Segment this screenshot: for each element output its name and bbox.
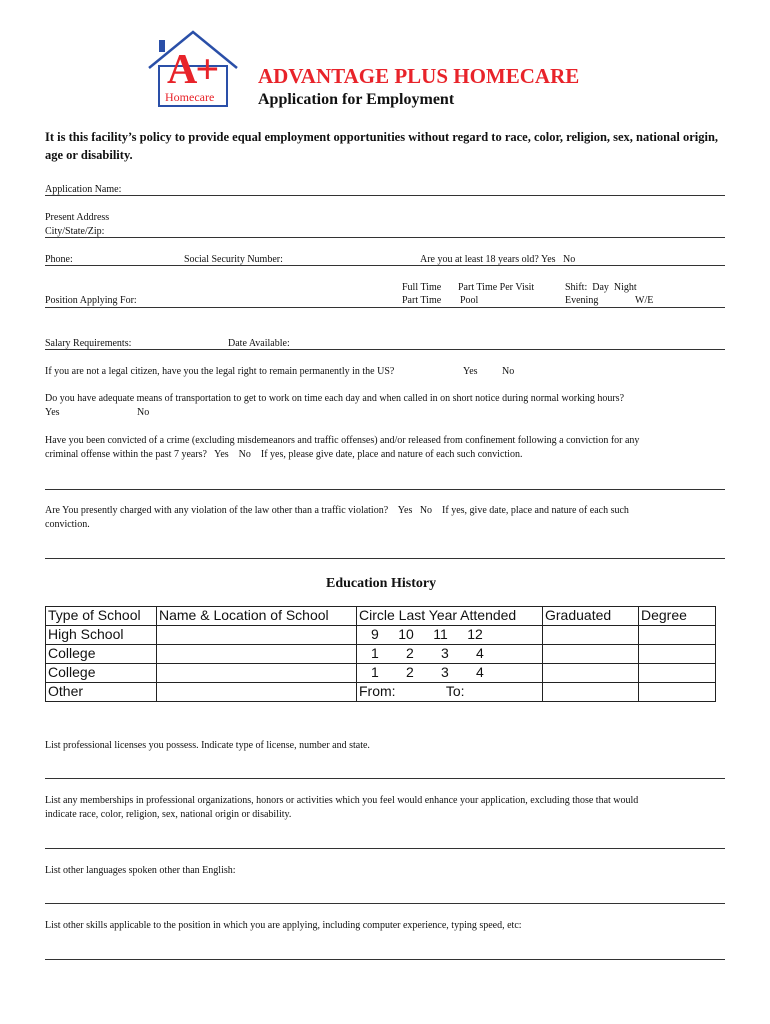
name-cell[interactable]	[157, 664, 357, 683]
name-cell[interactable]	[157, 626, 357, 645]
licenses-prompt: List professional licenses you possess. Indicate type of license, number and state.	[45, 740, 370, 751]
memberships-prompt-line-2: indicate race, color, religion, sex, national origin or disability.	[45, 809, 292, 820]
transport-yes[interactable]: Yes	[45, 407, 60, 418]
evening-option[interactable]: Evening	[565, 295, 599, 306]
skills-prompt: List other skills applicable to the position in which you are applying, including computer experience, typing speed, etc:	[45, 920, 522, 931]
graduated-cell[interactable]	[543, 683, 639, 702]
address-field[interactable]	[45, 237, 725, 238]
charged-question-line-1: Are You presently charged with any violation of the law other than a traffic violation? Yes No If yes, give date, place and nature of each such	[45, 505, 629, 516]
education-header-row	[46, 607, 716, 626]
transport-no[interactable]: No	[137, 407, 150, 418]
header-type: Type of School	[46, 607, 157, 626]
year-cell[interactable]: 1 2 3 4	[357, 664, 543, 683]
we-option[interactable]: W/E	[635, 295, 654, 306]
type-cell: High School	[46, 626, 157, 645]
graduated-cell[interactable]	[543, 626, 639, 645]
date-available-label: Date Available:	[228, 338, 290, 349]
company-title: ADVANTAGE PLUS HOMECARE	[258, 64, 580, 88]
pool-option[interactable]: Pool	[460, 295, 479, 306]
type-cell: College	[46, 664, 157, 683]
skills-field[interactable]	[45, 959, 725, 960]
ptpv-option[interactable]: Part Time Per Visit	[458, 282, 535, 293]
city-label: City/State/Zip:	[45, 226, 105, 237]
address-label: Present Address	[45, 212, 110, 223]
type-cell: Other	[46, 683, 157, 702]
table-row	[46, 645, 716, 664]
name-cell[interactable]	[157, 645, 357, 664]
languages-field[interactable]	[45, 903, 725, 904]
name-cell[interactable]	[157, 683, 357, 702]
graduated-cell[interactable]	[543, 645, 639, 664]
citizen-question: If you are not a legal citizen, have you the legal right to remain permanently in the US?	[45, 366, 395, 377]
shift-options[interactable]: Shift: Day Night	[565, 282, 637, 293]
year-cell[interactable]: From: To:	[357, 683, 543, 702]
salary-label: Salary Requirements:	[45, 338, 132, 349]
citizen-no[interactable]: No	[502, 366, 515, 377]
logo-text: Homecare	[165, 90, 215, 104]
logo-mark: A+	[167, 47, 218, 93]
degree-cell[interactable]	[639, 626, 716, 645]
licenses-field[interactable]	[45, 778, 725, 779]
education-heading: Education History	[326, 576, 437, 591]
languages-prompt: List other languages spoken other than English:	[45, 865, 236, 876]
position-label: Position Applying For:	[45, 295, 137, 306]
age-question: Are you at least 18 years old? Yes No	[420, 254, 576, 265]
policy-statement: It is this facility’s policy to provide equal employment opportunities without regard to race, color, religion, sex, national origin, age or disability.	[45, 130, 719, 162]
header-degree: Degree	[639, 607, 716, 626]
form-title: Application for Employment	[258, 91, 455, 108]
memberships-prompt-line-1: List any memberships in professional organizations, honors or activities which you feel would enhance your application, excluding those that would	[45, 795, 639, 806]
position-field[interactable]	[45, 307, 725, 308]
transport-question: Do you have adequate means of transportation to get to work on time each day and when called in on short notice during normal working hours?	[45, 393, 625, 404]
education-table	[45, 606, 716, 702]
degree-cell[interactable]	[639, 645, 716, 664]
type-cell: College	[46, 645, 157, 664]
citizen-yes[interactable]: Yes	[463, 366, 478, 377]
year-cell[interactable]: 1 2 3 4	[357, 645, 543, 664]
crime-question-line-1: Have you been convicted of a crime (excluding misdemeanors and traffic offenses) and/or released from confinement following a conviction for any	[45, 435, 640, 446]
degree-cell[interactable]	[639, 664, 716, 683]
table-row	[46, 683, 716, 702]
year-cell[interactable]: 9 10 11 12	[357, 626, 543, 645]
crime-answer-field[interactable]	[45, 489, 725, 490]
header-name: Name & Location of School	[157, 607, 357, 626]
header-year: Circle Last Year Attended	[357, 607, 543, 626]
application-name-field[interactable]	[45, 195, 725, 196]
header-graduated: Graduated	[543, 607, 639, 626]
ssn-label: Social Security Number:	[184, 254, 283, 265]
full-time-option[interactable]: Full Time	[402, 282, 442, 293]
application-name-label: Application Name:	[45, 184, 122, 195]
charged-question-line-2: conviction.	[45, 519, 90, 530]
table-row	[46, 626, 716, 645]
phone-field[interactable]	[45, 265, 725, 266]
table-row	[46, 664, 716, 683]
logo	[145, 28, 241, 110]
charged-answer-field[interactable]	[45, 558, 725, 559]
salary-field[interactable]	[45, 349, 725, 350]
part-time-option[interactable]: Part Time	[402, 295, 442, 306]
graduated-cell[interactable]	[543, 664, 639, 683]
degree-cell[interactable]	[639, 683, 716, 702]
phone-label: Phone:	[45, 254, 73, 265]
memberships-field[interactable]	[45, 848, 725, 849]
crime-question-line-2: criminal offense within the past 7 years? Yes No If yes, please give date, place and nature of each such conviction.	[45, 449, 523, 460]
